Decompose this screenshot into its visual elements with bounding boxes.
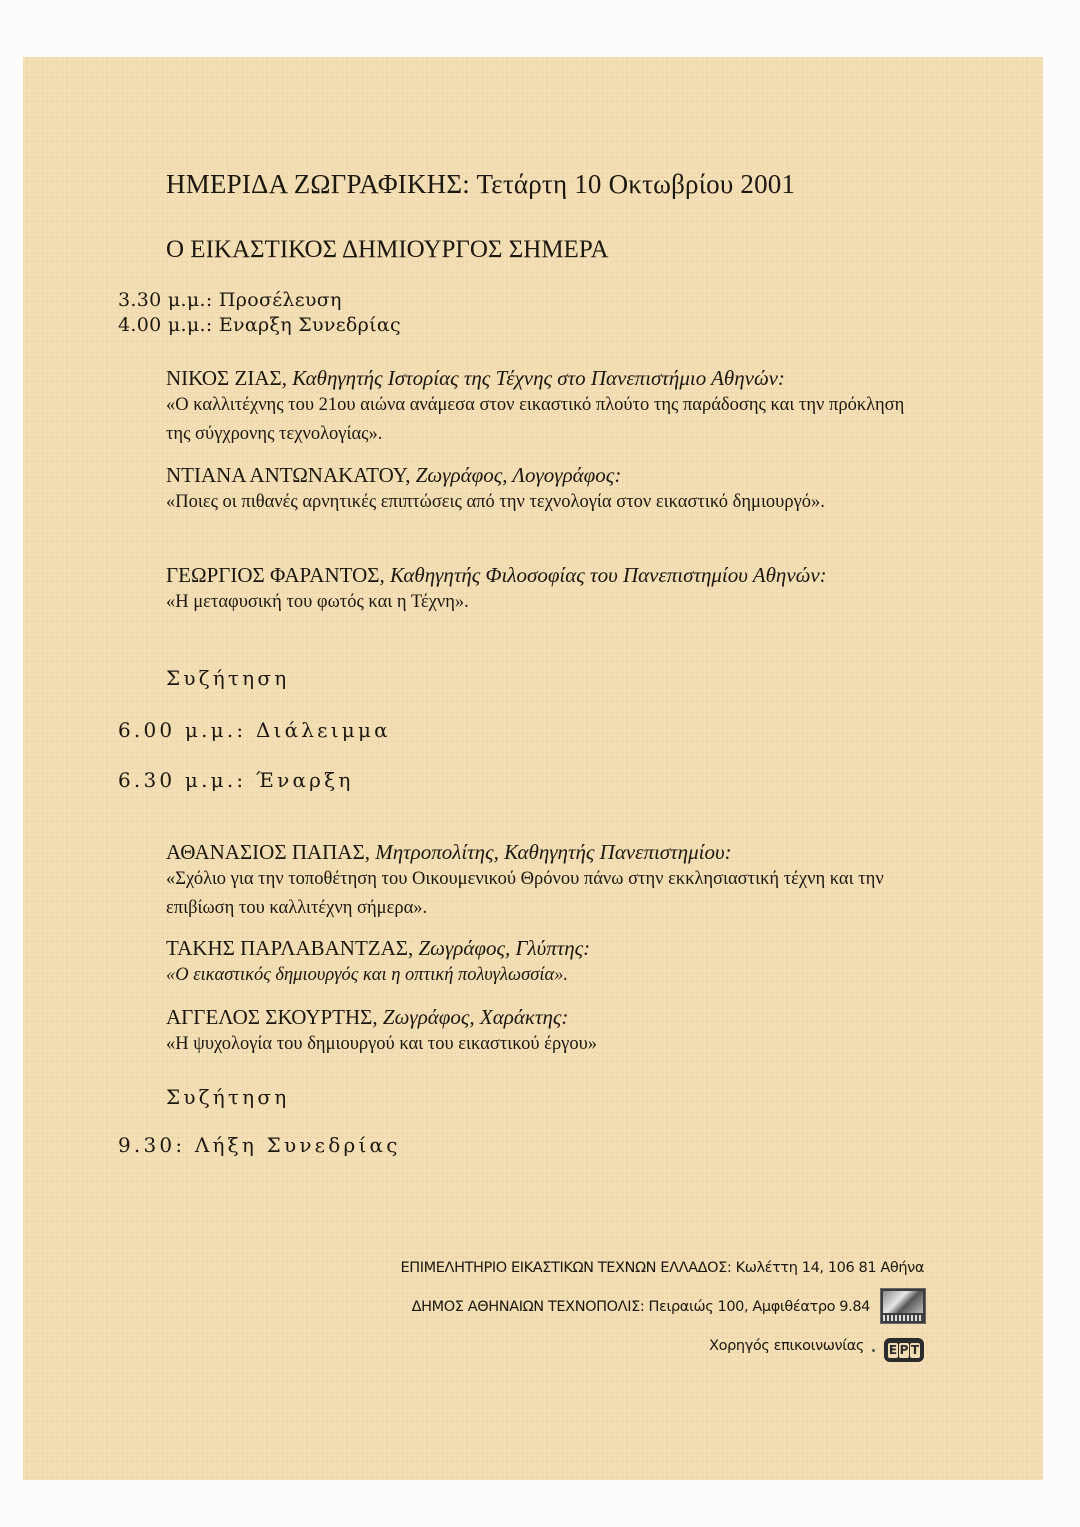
ert-logo xyxy=(884,1338,924,1362)
speaker-block xyxy=(166,463,866,517)
speaker-name: ΓΕΩΡΓΙΟΣ ΦΑΡΑΝΤΟΣ, xyxy=(166,563,385,587)
schedule-item-end xyxy=(118,1133,401,1157)
schedule-time: 6.30 μ.μ.: xyxy=(118,768,247,792)
technopolis-logo xyxy=(880,1288,926,1324)
speaker-name: ΤΑΚΗΣ ΠΑΡΛΑΒΑΝΤΖΑΣ, xyxy=(166,936,414,960)
schedule-label: Προσέλευση xyxy=(218,289,342,311)
speaker-name: ΑΓΓΕΛΟΣ ΣΚΟΥΡΤΗΣ, xyxy=(166,1005,378,1029)
schedule-item-break xyxy=(118,718,391,742)
talk-title: «Ποιες οι πιθανές αρνητικές επιπτώσεις από την τεχνολογία στον εικαστικό δημιουργό». xyxy=(166,492,825,512)
schedule-time: 9.30: xyxy=(118,1133,186,1157)
ert-letter: Τ xyxy=(910,1342,920,1357)
speaker-block xyxy=(166,840,906,923)
speaker-name: ΝΙΚΟΣ ΖΙΑΣ, xyxy=(166,366,287,390)
schedule-item-opening xyxy=(118,314,401,336)
speaker-heading xyxy=(166,1005,906,1030)
speaker-name: ΝΤΙΑΝΑ ΑΝΤΩΝΑΚΑΤΟΥ, xyxy=(166,463,411,487)
schedule-label: Λήξη Συνεδρίας xyxy=(194,1133,401,1157)
talk-title: «Ο καλλιτέχνης του 21ου αιώνα ανάμεσα στον εικαστικό πλούτο της παράδοσης και την πρόκληση της σύγχρονης τεχνολογίας». xyxy=(166,395,905,444)
schedule-item-arrival xyxy=(118,289,342,311)
footer-organizer: ΕΠΙΜΕΛΗΤΗΡΙΟ ΕΙΚΑΣΤΙΚΩΝ ΤΕΧΝΩΝ ΕΛΛΑΔΟΣ: Κωλέττη 14, 106 81 Αθήνα xyxy=(400,1260,924,1276)
event-subtitle: Ο ΕΙΚΑΣΤΙΚΟΣ ΔΗΜΙΟΥΡΓΟΣ ΣΗΜΕΡΑ xyxy=(166,236,609,263)
speaker-role: Ζωγράφος, Χαράκτης: xyxy=(382,1005,569,1029)
speaker-heading xyxy=(166,936,906,961)
speaker-block xyxy=(166,366,906,449)
schedule-item-restart xyxy=(118,768,354,792)
separator-dot xyxy=(872,1349,875,1352)
technopolis-logo-graphic xyxy=(883,1291,923,1313)
schedule-time: 4.00 μ.μ.: xyxy=(118,314,213,336)
talk-title: «Ο εικαστικός δημιουργός και η οπτική πολυγλωσσία». xyxy=(166,965,569,985)
speaker-role: Καθηγητής Ιστορίας της Τέχνης στο Πανεπιστήμιο Αθηνών: xyxy=(292,366,785,390)
speaker-role: Ζωγράφος, Γλύπτης: xyxy=(418,936,591,960)
speaker-role: Ζωγράφος, Λογογράφος: xyxy=(415,463,622,487)
schedule-time: 3.30 μ.μ.: xyxy=(118,289,213,311)
talk-title: «Η ψυχολογία του δημιουργού και του εικαστικού έργου» xyxy=(166,1034,598,1054)
speaker-heading xyxy=(166,840,906,865)
speaker-heading xyxy=(166,563,906,588)
schedule-label: Έναρξη xyxy=(255,768,354,792)
speaker-role: Καθηγητής Φιλοσοφίας του Πανεπιστημίου Αθηνών: xyxy=(389,563,827,587)
ert-letter: Ε xyxy=(888,1342,898,1357)
speaker-heading xyxy=(166,463,866,488)
speaker-heading xyxy=(166,366,906,391)
speaker-block xyxy=(166,1005,906,1059)
speaker-role: Μητροπολίτης, Καθηγητής Πανεπιστημίου: xyxy=(375,840,732,864)
ert-logo-badge xyxy=(884,1338,924,1362)
speaker-name: ΑΘΑΝΑΣΙΟΣ ΠΑΠΑΣ, xyxy=(166,840,370,864)
talk-title: «Σχόλιο για την τοποθέτηση του Οικουμενικού Θρόνου πάνω στην εκκλησιαστική τέχνη και την επιβίωση του καλλιτέχνη σήμερα». xyxy=(166,869,884,918)
schedule-time: 6.00 μ.μ.: xyxy=(118,718,247,742)
talk-title: «Η μεταφυσική του φωτός και η Τέχνη». xyxy=(166,592,469,612)
event-title: ΗΜΕΡΙΔΑ ΖΩΓΡΑΦΙΚΗΣ: Τετάρτη 10 Οκτωβρίου 2001 xyxy=(166,169,796,199)
schedule-label: Εναρξη Συνεδρίας xyxy=(218,314,401,336)
discussion-label: Συζήτηση xyxy=(166,1085,290,1109)
schedule-label: Διάλειμμα xyxy=(255,718,391,742)
ert-letter: Ρ xyxy=(899,1342,909,1357)
speaker-block xyxy=(166,936,906,990)
technopolis-logo-image xyxy=(880,1288,926,1324)
technopolis-logo-band xyxy=(883,1315,923,1321)
discussion-label: Συζήτηση xyxy=(166,666,290,690)
footer-sponsor-label: Χορηγός επικοινωνίας xyxy=(709,1338,864,1354)
footer-venue: ΔΗΜΟΣ ΑΘΗΝΑΙΩΝ ΤΕΧΝΟΠΟΛΙΣ: Πειραιώς 100, Αμφιθέατρο 9.84 xyxy=(411,1299,870,1315)
speaker-block xyxy=(166,563,906,617)
